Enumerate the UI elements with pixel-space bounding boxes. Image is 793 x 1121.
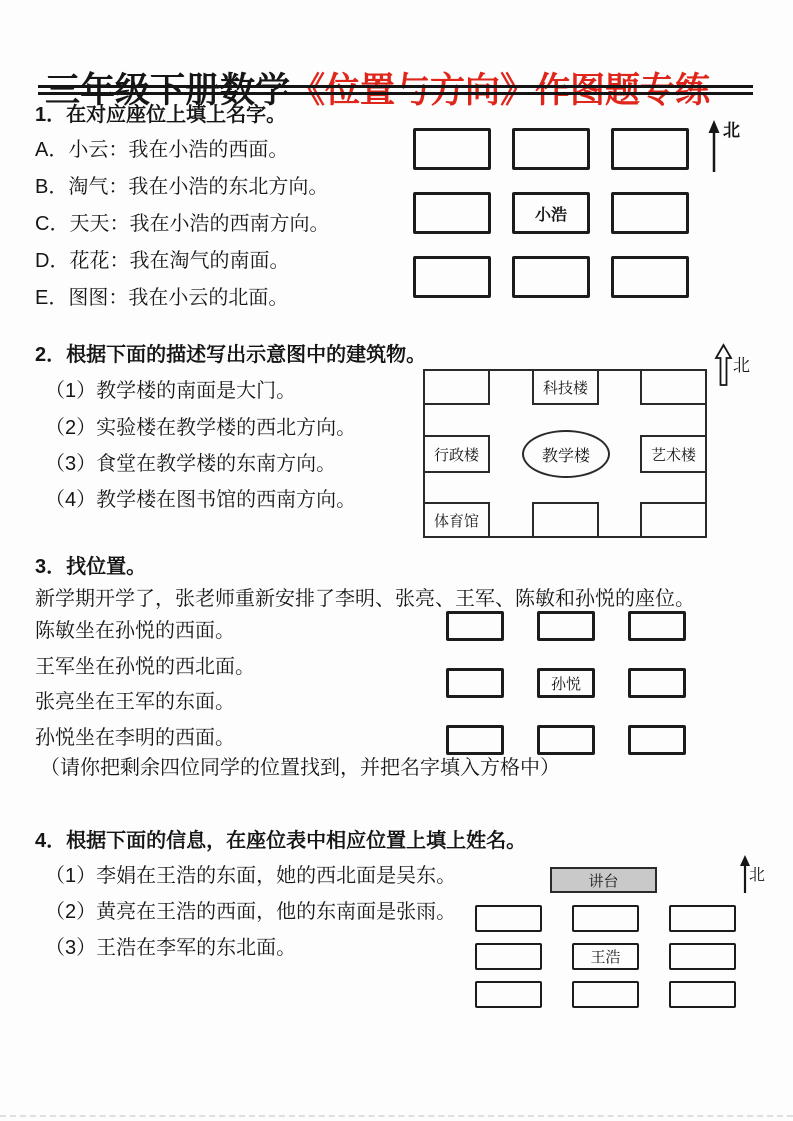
seat-box: [628, 725, 686, 755]
q4-title: 4．根据下面的信息，在座位表中相应位置上填上姓名。: [35, 830, 527, 852]
seat-box: [669, 943, 736, 970]
q2-item-3: （3）食堂在教学楼的东南方向。: [45, 453, 337, 475]
building-box: [532, 502, 599, 538]
q4-item-1: （1）李娟在王浩的东面，她的西北面是吴东。: [45, 865, 457, 887]
seat-box: [475, 981, 542, 1008]
seat-box: [446, 668, 504, 698]
seat-box: [669, 981, 736, 1008]
q4-item-3: （3）王浩在李军的东北面。: [45, 937, 297, 959]
seat-box: [413, 128, 491, 170]
q2-item-1: （1）教学楼的南面是大门。: [45, 380, 297, 402]
seat-box: [413, 256, 491, 298]
q2-campus-map: [423, 369, 707, 538]
north-label: 北: [723, 121, 740, 140]
q3-intro: 新学期开学了，张老师重新安排了李明、张亮、王军、陈敏和孙悦的座位。: [35, 588, 695, 610]
seat-box-xiaohao: 小浩: [512, 192, 590, 234]
page-title-black: 三年级下册数学: [45, 71, 291, 111]
q3-clue-2: 王军坐在孙悦的西北面。: [35, 656, 255, 678]
building-box-keji: 科技楼: [532, 369, 599, 405]
q3-clue-3: 张亮坐在王军的东面。: [35, 691, 235, 713]
seat-box: [512, 256, 590, 298]
seat-box: [512, 128, 590, 170]
podium: 讲台: [550, 867, 657, 893]
q2-item-4: （4）教学楼在图书馆的西南方向。: [45, 489, 357, 511]
q4-seat-grid: [475, 905, 736, 1008]
seat-box: [446, 611, 504, 641]
seat-box: [475, 943, 542, 970]
seat-box: [628, 611, 686, 641]
building-box-yishu: 艺术楼: [640, 435, 707, 473]
q3-clue-1: 陈敏坐在孙悦的西面。: [35, 620, 235, 642]
q1-title: 1．在对应座位上填上名字。: [35, 104, 287, 126]
page-title-red: 《位置与方向》作图题专练: [290, 71, 711, 111]
north-arrow-outline-icon: [714, 343, 734, 387]
north-label: 北: [733, 356, 750, 375]
seat-box-sunyue: 孙悦: [537, 668, 595, 698]
seat-box: [572, 905, 639, 932]
q4-item-2: （2）黄亮在王浩的西面，他的东南面是张雨。: [45, 901, 457, 923]
building-box-xingzheng: 行政楼: [423, 435, 490, 473]
q1-item-c: C．天天：我在小浩的西南方向。: [35, 213, 330, 235]
title-underline: [38, 85, 753, 95]
q3-clue-4: 孙悦坐在李明的西面。: [35, 727, 235, 749]
seat-box: [475, 905, 542, 932]
seat-box: [572, 981, 639, 1008]
q2-item-2: （2）实验楼在教学楼的西北方向。: [45, 417, 357, 439]
q3-title: 3．找位置。: [35, 556, 147, 578]
north-arrow-icon: [705, 120, 723, 174]
seat-box: [611, 256, 689, 298]
seat-box: [611, 192, 689, 234]
building-box: [640, 502, 707, 538]
seat-box: [446, 725, 504, 755]
seat-box: [611, 128, 689, 170]
q3-note: （请你把剩余四位同学的位置找到，并把名字填入方格中）: [40, 757, 560, 779]
q1-item-d: D．花花：我在淘气的南面。: [35, 250, 290, 272]
building-box: [640, 369, 707, 405]
page-cut-line: [0, 1115, 793, 1117]
q2-title: 2．根据下面的描述写出示意图中的建筑物。: [35, 344, 427, 366]
building-box-tiyuguan: 体育馆: [423, 502, 490, 538]
seat-box: [537, 725, 595, 755]
north-label: 北: [749, 867, 766, 884]
q1-item-e: E．图图：我在小云的北面。: [35, 287, 289, 309]
q1-item-b: B．淘气：我在小浩的东北方向。: [35, 176, 329, 198]
q1-item-a: A．小云：我在小浩的西面。: [35, 139, 289, 161]
teaching-building-ellipse: 教学楼: [522, 430, 610, 478]
seat-box: [628, 668, 686, 698]
seat-box: [537, 611, 595, 641]
q1-seat-grid: [413, 128, 689, 298]
seat-box-wanghao: 王浩: [572, 943, 639, 970]
q3-seat-grid: [446, 611, 686, 755]
seat-box: [413, 192, 491, 234]
seat-box: [669, 905, 736, 932]
building-box: [423, 369, 490, 405]
